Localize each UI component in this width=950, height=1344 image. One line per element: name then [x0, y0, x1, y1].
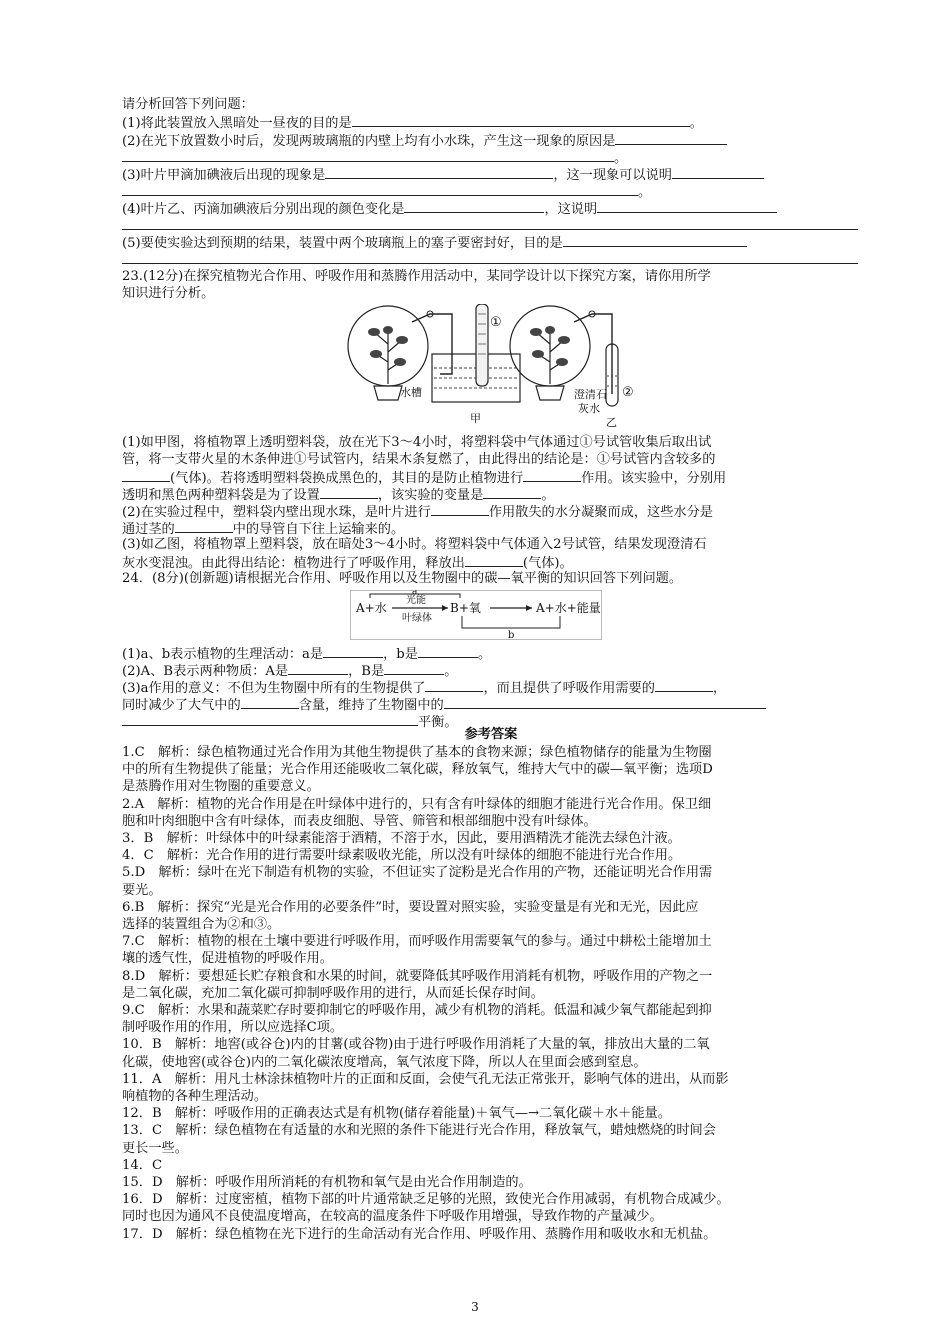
q24-part3-b: 同时减少了大气中的 含量，维持了生物圈中的: [122, 695, 860, 714]
answer-blank: [122, 712, 418, 726]
answer-blank: [444, 695, 766, 709]
answer-line: 10．B 解析：地窖(或谷仓)内的甘薯(或谷物)由于进行呼吸作用消耗了大量的氧，排放出大量的二氧: [122, 1037, 710, 1053]
answer-line: 8.D 解析：要想延长贮存粮食和水果的时间，就要降低其呼吸作用消耗有机物，呼吸作用的产物之一: [122, 968, 713, 984]
answer-blank: [483, 485, 541, 499]
q22-line-2b: 。: [122, 148, 860, 167]
answer-line: 选择的装置组合为②和③。: [122, 917, 281, 932]
eq-condition-light: 光能: [406, 595, 426, 606]
answer-line: 6.B 解析：探究“光是光合作用的必要条件”时，要设置对照实验，实验变量是有光和无光，因此应: [122, 899, 699, 915]
label-water-tank: 水槽: [400, 386, 422, 399]
q23-part1-c: (气体)。若将透明塑料袋换成黑色的，其目的是防止植物进行 作用。该实验中，分别用: [122, 468, 860, 487]
answer-blank: [320, 485, 378, 499]
answer-blank: [122, 148, 614, 162]
answer-line: 17．D 解析：绿色植物在光下进行的生命活动有光合作用、呼吸作用、蒸腾作用和吸收水和无机盐。: [122, 1226, 717, 1242]
q24-part2: (2)A、B表示两种物质：A是 ，B是 。: [122, 661, 860, 680]
answer-blank: [418, 644, 478, 658]
q24-part3-c: 平衡。: [122, 712, 860, 731]
label-tube-1: ①: [490, 315, 502, 330]
answer-blank: [323, 644, 383, 658]
q22-line-5b: [122, 250, 860, 269]
answer-blank: [615, 131, 727, 145]
answer-blank: [655, 678, 713, 692]
answer-blank: [431, 502, 489, 516]
answer-line: 要光。: [122, 882, 162, 898]
answer-line: 是二氧化碳，充加二氧化碳可抑制呼吸作用的进行，从而延长保存时间。: [122, 985, 544, 1001]
answer-line: 更长一些。: [122, 1140, 188, 1156]
answer-line: 2.A 解析：植物的光合作用是在叶绿体中进行的，只有含有叶绿体的细胞才能进行光合作用。保卫细: [122, 796, 712, 812]
q23-part2-a: (2)在实验过程中，塑料袋内壁出现水珠，是叶片进行 作用散失的水分凝聚而成，这些水分是: [122, 502, 860, 521]
answer-blank: [563, 233, 747, 247]
eq-right: A+水+能量: [536, 601, 601, 615]
answer-line: 同时也因为通风不良使温度增高，在较高的温度条件下呼吸作用增强，导致作物的产量减少。: [122, 1209, 663, 1225]
q24-part3: (3)a作用的意义：不但为生物圈中所有的生物提供了 ，而且提供了呼吸作用需要的 ，: [122, 678, 860, 697]
eq-condition-chloroplast: 叶绿体: [402, 613, 432, 624]
label-jia: 甲: [470, 412, 481, 425]
answer-line: 1.C 解析：绿色植物通过光合作用为其他生物提供了基本的食物来源；绿色植物储存的能量为生物圈: [122, 745, 712, 760]
q24-part1: (1)a、b表示植物的生理活动：a是 ，b是 。: [122, 644, 860, 663]
eq-mid: B+氧: [450, 601, 481, 615]
answer-blank: [175, 519, 233, 533]
answer-line: 化碳，使地窖(或谷仓)内的二氧化碳浓度增高，氧气浓度下降，所以人在里面会感到窒息。: [122, 1054, 647, 1070]
answer-line: 12．B 解析：呼吸作用的正确表达式是有机物(储存着能量)＋氧气—→二氧化碳＋水＋能量。: [122, 1106, 671, 1122]
answer-line: 9.C 解析：水果和蔬菜贮存时要抑制它的呼吸作用，减少有机物的消耗。低温和减少氧气都能起到抑: [122, 1003, 712, 1018]
q22-intro: 请分析回答下列问题：: [122, 97, 254, 112]
answer-blank: [425, 678, 483, 692]
answer-blank: [288, 661, 348, 675]
q22-line-1: (1)将此装置放入黑暗处一昼夜的目的是 。: [122, 113, 860, 132]
eq-left: A+水: [356, 601, 387, 615]
water-tank: [432, 304, 520, 402]
q23-stem-1: 23.(12分)在探究植物光合作用、呼吸作用和蒸腾作用活动中，某同学设计以下探究方案，请你用所学: [122, 269, 711, 284]
page-number: 3: [471, 1300, 479, 1314]
answer-line: 13．C 解析：绿色植物在有适量的水和光照的条件下能进行光合作用，释放氧气，蜡烛燃烧的时间会: [122, 1123, 716, 1139]
answer-blank: [122, 250, 858, 264]
q22-line-5: (5)要使实验达到预期的结果，装置中两个玻璃瓶上的塞子要密封好，目的是: [122, 233, 860, 252]
label-tube-2: ②: [622, 385, 634, 400]
answers-title: 参考答案: [464, 727, 518, 742]
answer-blank: [672, 165, 764, 179]
q24-stem: 24．(8分)(创新题)请根据光合作用、呼吸作用以及生物圈中的碳—氧平衡的知识回答下列问题。: [122, 571, 683, 586]
q23-part1-a: (1)如甲图，将植物罩上透明塑料袋，放在光下3～4小时，将塑料袋中气体通过①号试管收集后取出试: [122, 435, 712, 450]
answer-line: 中的所有生物提供了能量；光合作用还能吸收二氧化碳，释放氧气，维持大气中的碳—氧平衡；选项D: [122, 762, 713, 778]
answer-line: 5.D 解析：绿叶在光下制造有机物的实验，不但证实了淀粉是光合作用的产物，还能证明光合作用需: [122, 865, 713, 881]
answer-blank: [122, 468, 170, 482]
answer-line: 7.C 解析：植物的根在土壤中要进行呼吸作用，而呼吸作用需要氧气的参与。通过中耕松土能增加土: [122, 934, 712, 950]
answer-line: 是蒸腾作用对生物圈的重要意义。: [122, 779, 320, 795]
q22-line-3: (3)叶片甲滴加碘液后出现的现象是 ，这一现象可以说明: [122, 165, 860, 184]
answer-line: 3．B 解析：叶绿体中的叶绿素能溶于酒精，不溶于水，因此，要用酒精洗才能洗去绿色汁液。: [122, 831, 681, 846]
answer-blank: [122, 182, 638, 196]
eq-label-b: b: [508, 630, 515, 640]
answer-line: 制呼吸作用的作用，所以应选择C项。: [122, 1020, 344, 1036]
answer-blank: [352, 113, 690, 127]
q22-line-4: (4)叶片乙、丙滴加碘液后分别出现的颜色变化是 ，这说明: [122, 199, 860, 218]
answer-blank: [404, 199, 544, 213]
answer-blank: [384, 661, 444, 675]
q23-part1-b: 管，将一支带火星的木条伸进①号试管内，结果木条复燃了，由此得出的结论是：①号试管内含较多的: [122, 452, 716, 467]
answer-blank: [325, 165, 553, 179]
answer-blank: [241, 695, 299, 709]
q23-stem-2: 知识进行分析。: [122, 286, 215, 301]
q22-line-2: (2)在光下放置数小时后，发现两玻璃瓶的内壁上均有小水珠，产生这一现象的原因是: [122, 131, 860, 150]
answer-blank: [465, 553, 523, 567]
answer-line: 16．D 解析：过度密植，植物下部的叶片通常缺乏足够的光照，致使光合作用减弱，有机物合成减少。: [122, 1192, 730, 1208]
answer-blank: [523, 468, 581, 482]
answer-line: 胞和叶肉细胞中含有叶绿体，而表皮细胞、导管、筛管和根部细胞中没有叶绿体。: [122, 813, 597, 829]
q23-part2-b: 通过茎的 中的导管自下往上运输来的。: [122, 519, 860, 538]
q22-line-3b: 。: [122, 182, 860, 201]
q23-part3-a: (3)如乙图，将植物罩上塑料袋，放在暗处3～4小时。将塑料袋中气体通入2号试管，结果发现澄清石: [122, 537, 707, 552]
label-yi: 乙: [606, 416, 617, 429]
answer-blank: [122, 216, 858, 230]
answer-line: 15．D 解析：呼吸作用所消耗的有机物和氧气是由光合作用制造的。: [122, 1175, 532, 1190]
q23-part1-d: 透明和黑色两种塑料袋是为了设置 ，该实验的变量是 。: [122, 485, 860, 504]
experiment-figure: [340, 304, 640, 434]
label-limewater-2: 灰水: [578, 402, 600, 415]
label-limewater-1: 澄清石: [574, 388, 607, 401]
answer-line: 11．A 解析：用凡士林涂抹植物叶片的正面和反面，会使气孔无法正常张开，影响气体的进出，从而影: [122, 1071, 729, 1087]
answer-blank: [597, 199, 777, 213]
photosynthesis-equation-diagram: [350, 590, 602, 640]
answer-line: 响植物的各种生理活动。: [122, 1089, 268, 1104]
answer-line: 14．C: [122, 1157, 163, 1173]
answer-line: 4．C 解析：光合作用的进行需要叶绿素吸收光能，所以没有叶绿体的细胞不能进行光合作用。: [122, 848, 682, 864]
eq-label-a: a: [412, 590, 418, 597]
q23-part3-b: 灰水变混浊。由此得出结论：植物进行了呼吸作用，释放出 (气体)。: [122, 553, 860, 572]
answer-line: 壤的透气性，促进植物的呼吸作用。: [122, 951, 333, 967]
